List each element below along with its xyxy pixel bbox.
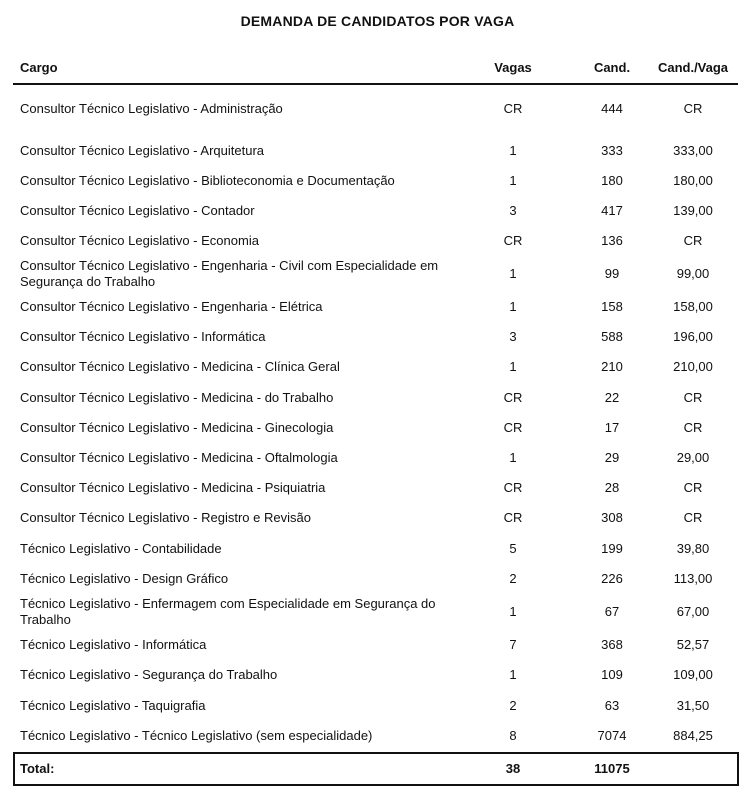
cell-vagas: 2 <box>509 571 517 586</box>
cell-cand-por-vaga: 333,00 <box>673 143 713 158</box>
cell-cand: 368 <box>601 637 623 652</box>
cell-vagas: 7 <box>509 637 517 652</box>
table-row <box>13 480 738 496</box>
cell-cargo: Consultor Técnico Legislativo - Biblioteconomia e Documentação <box>20 173 395 188</box>
cell-cand: 444 <box>601 101 623 116</box>
cell-cand: 333 <box>601 143 623 158</box>
cell-cand: 67 <box>604 604 620 619</box>
cell-cand-por-vaga: 113,00 <box>673 571 713 586</box>
cell-vagas: 1 <box>509 604 517 619</box>
cell-cargo: Consultor Técnico Legislativo - Administração <box>20 101 283 116</box>
cell-vagas: CR <box>503 101 523 116</box>
cell-vagas: 1 <box>509 173 517 188</box>
cell-cand: 17 <box>604 420 620 435</box>
cell-cand-por-vaga: CR <box>683 420 703 435</box>
cell-cand: 180 <box>601 173 623 188</box>
table-row <box>13 233 738 249</box>
total-vagas: 38 <box>505 761 521 776</box>
cell-cand: 199 <box>601 541 623 556</box>
cell-cand-por-vaga: CR <box>683 480 703 495</box>
table-row <box>13 728 738 744</box>
table-row <box>13 329 738 345</box>
cell-vagas: 2 <box>509 698 517 713</box>
table-row <box>13 450 738 466</box>
cell-cand-por-vaga: 99,00 <box>676 266 710 281</box>
cell-cand: 417 <box>601 203 623 218</box>
cell-cand-por-vaga: 39,80 <box>676 541 710 556</box>
cell-cand-por-vaga: CR <box>683 233 703 248</box>
cell-cand: 210 <box>601 359 623 374</box>
cell-vagas: 1 <box>509 667 517 682</box>
total-row <box>13 752 739 786</box>
cell-cand-por-vaga: 196,00 <box>673 329 713 344</box>
table-row <box>13 571 738 587</box>
column-header-cargo: Cargo <box>20 60 58 75</box>
cell-cand-por-vaga: 884,25 <box>673 728 713 743</box>
cell-vagas: CR <box>503 510 523 525</box>
cell-cand-por-vaga: 109,00 <box>673 667 713 682</box>
cell-cargo: Consultor Técnico Legislativo - Registro e Revisão <box>20 510 311 525</box>
cell-cargo: Técnico Legislativo - Enfermagem com Especialidade em Segurança do Trabalho <box>20 596 436 627</box>
cell-cand: 109 <box>601 667 623 682</box>
cell-cargo: Consultor Técnico Legislativo - Medicina - do Trabalho <box>20 390 334 405</box>
table-row <box>13 420 738 436</box>
cell-vagas: CR <box>503 480 523 495</box>
cell-cand: 28 <box>604 480 620 495</box>
cell-vagas: 3 <box>509 203 517 218</box>
cell-cargo: Técnico Legislativo - Design Gráfico <box>20 571 229 586</box>
cell-cargo: Técnico Legislativo - Segurança do Trabalho <box>20 667 278 682</box>
table-row <box>13 203 738 219</box>
column-header-cand-por-vaga: Cand./Vaga <box>657 60 729 75</box>
cell-vagas: CR <box>503 233 523 248</box>
table-row <box>13 359 738 375</box>
total-label: Total: <box>20 761 55 776</box>
cell-cand-por-vaga: CR <box>683 390 703 405</box>
cell-cargo: Consultor Técnico Legislativo - Contador <box>20 203 255 218</box>
cell-vagas: 1 <box>509 266 517 281</box>
table-row <box>13 173 738 189</box>
column-header-vagas: Vagas <box>494 60 532 75</box>
cell-vagas: 1 <box>509 450 517 465</box>
cell-cand: 226 <box>601 571 623 586</box>
table-row <box>13 390 738 406</box>
cell-cargo: Consultor Técnico Legislativo - Medicina - Ginecologia <box>20 420 334 435</box>
page-title: DEMANDA DE CANDIDATOS POR VAGA <box>240 13 515 29</box>
cell-cargo: Consultor Técnico Legislativo - Medicina - Oftalmologia <box>20 450 338 465</box>
cell-vagas: 1 <box>509 359 517 374</box>
table-row <box>13 698 738 714</box>
cell-cand-por-vaga: 210,00 <box>673 359 713 374</box>
table-row <box>13 667 738 683</box>
cell-vagas: 1 <box>509 299 517 314</box>
cell-cand: 588 <box>601 329 623 344</box>
cell-vagas: 1 <box>509 143 517 158</box>
table-row <box>13 258 738 290</box>
cell-cand-por-vaga: 139,00 <box>673 203 713 218</box>
cell-cargo: Técnico Legislativo - Informática <box>20 637 207 652</box>
table-header <box>13 57 738 85</box>
cell-vagas: 5 <box>509 541 517 556</box>
cell-cand-por-vaga: 180,00 <box>673 173 713 188</box>
cell-cargo: Consultor Técnico Legislativo - Medicina - Clínica Geral <box>20 359 340 374</box>
cell-cand-por-vaga: 31,50 <box>676 698 710 713</box>
cell-cand-por-vaga: 29,00 <box>676 450 710 465</box>
cell-vagas: 8 <box>509 728 517 743</box>
table-row <box>13 596 738 628</box>
cell-cargo: Consultor Técnico Legislativo - Medicina - Psiquiatria <box>20 480 326 495</box>
cell-cargo: Consultor Técnico Legislativo - Informática <box>20 329 266 344</box>
cell-cargo: Técnico Legislativo - Taquigrafia <box>20 698 206 713</box>
cell-vagas: CR <box>503 390 523 405</box>
cell-cand: 29 <box>604 450 620 465</box>
cell-cand-por-vaga: 67,00 <box>676 604 710 619</box>
cell-cargo: Consultor Técnico Legislativo - Economia <box>20 233 259 248</box>
cell-vagas: 3 <box>509 329 517 344</box>
table-row <box>13 510 738 526</box>
total-cand: 11075 <box>594 761 630 776</box>
cell-cand: 158 <box>601 299 623 314</box>
cell-cand-por-vaga: 158,00 <box>673 299 713 314</box>
cell-vagas: CR <box>503 420 523 435</box>
table-row <box>13 101 738 117</box>
cell-cand-por-vaga: CR <box>683 101 703 116</box>
cell-cargo: Consultor Técnico Legislativo - Engenharia - Elétrica <box>20 299 323 314</box>
column-header-cand: Cand. <box>593 60 631 75</box>
table-row <box>13 299 738 315</box>
cell-cand: 99 <box>604 266 620 281</box>
cell-cand: 22 <box>604 390 620 405</box>
cell-cargo: Consultor Técnico Legislativo - Arquitetura <box>20 143 264 158</box>
table-row <box>13 541 738 557</box>
cell-cand: 7074 <box>597 728 627 743</box>
table-row <box>13 143 738 159</box>
cell-cand-por-vaga: CR <box>683 510 703 525</box>
table-row <box>13 637 738 653</box>
cell-cand: 136 <box>601 233 623 248</box>
cell-cargo: Consultor Técnico Legislativo - Engenharia - Civil com Especialidade em Segurança do Trabalho <box>20 258 439 289</box>
cell-cand: 308 <box>601 510 623 525</box>
cell-cargo: Técnico Legislativo - Contabilidade <box>20 541 222 556</box>
cell-cand-por-vaga: 52,57 <box>676 637 710 652</box>
cell-cargo: Técnico Legislativo - Técnico Legislativo (sem especialidade) <box>20 728 373 743</box>
cell-cand: 63 <box>604 698 620 713</box>
